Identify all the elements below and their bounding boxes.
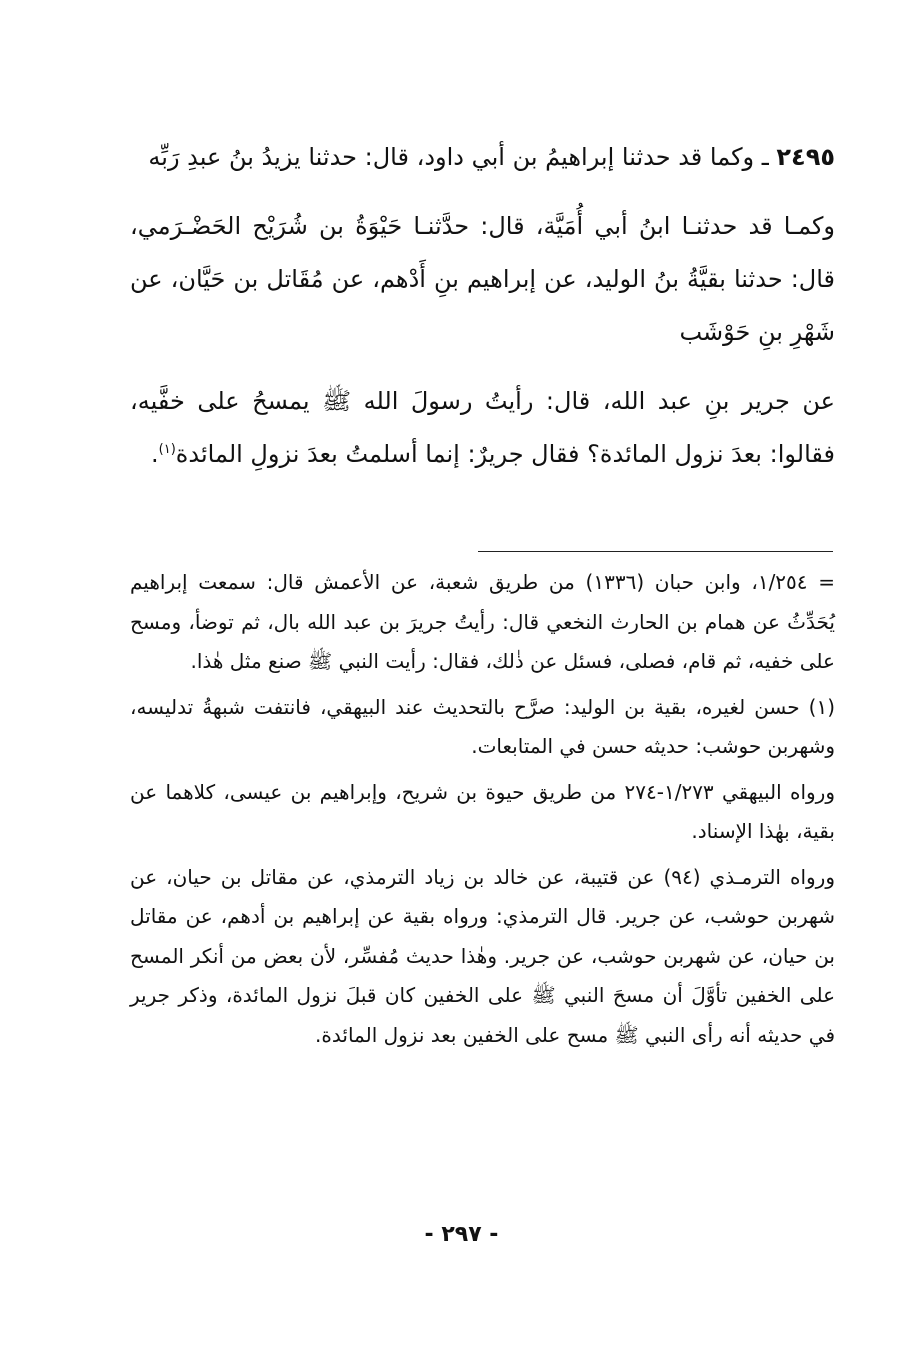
- footnote-1: (١) حسن لغيره، بقية بن الوليد: صرَّح بالتحديث عند البيهقي، فانتفت شبهةُ تدليسه، وشهربن حوشب: حديثه حسن في المتابعات.: [130, 694, 835, 758]
- footnote-baihaqi: ورواه البيهقي ١/٢٧٣-٢٧٤ من طريق حيوة بن شريح، وإبراهيم بن عيسى، كلاهما عن بقية، بهٰذا الإسناد.: [130, 779, 835, 843]
- page-number: - ٢٩٧ -: [424, 1222, 499, 1247]
- paragraph-text: ـ وكما قد حدثنا إبراهيمُ بن أبي داود، قال: حدثنا يزيدُ بنُ عبدِ رَبِّه: [148, 143, 777, 171]
- paragraph-chain: وكمـا قد حدثنـا ابنُ أبي أُمَيَّة، قال: حدَّثنـا حَيْوَةُ بن شُرَيْح الحَضْـرَمي، قال: حدثنا بقيَّةُ بنُ الوليد، عن إبراهيم بنِ أَدْهم، عن مُقَاتل بن حَيَّان، عن شَهْرِ بنِ حَوْشَب: [130, 212, 835, 346]
- paragraph-hadith-2495: [130, 131, 835, 184]
- footnote-continuation: = ١/٢٥٤، وابن حبان (١٣٣٦) من طريق شعبة، عن الأعمش قال: سمعت إبراهيم يُحَدِّثُ عن همام بن الحارث النخعي قال: رأيتُ جريرَ بن عبد الله بال، ثم توضأ، ومسح على خفيه، ثم قام، فصلى، فسئل عن ذٰلك، فقال: رأيت النبي ﷺ صنع مثل هٰذا.: [130, 570, 835, 673]
- hadith-number: ٢٤٩٥: [776, 143, 835, 171]
- footnote-tirmidhi: ورواه الترمـذي (٩٤) عن قتيبة، عن خالد بن زياد الترمذي، عن مقاتل بن حيان، عن شهربن حوشب، عن جرير. قال الترمذي: ورواه بقية عن إبراهيم بن أدهم، عن مقاتل بن حيان، عن شهربن حوشب، عن جرير. وهٰذا حديث مُفسِّر، لأن بعض من أنكر المسح على الخفين تأوَّلَ أن مسحَ النبي ﷺ على الخفين كان قبلَ نزول المائدة، وذكر جرير في حديثه أنه رأى النبي ﷺ مسح على الخفين بعد نزول المائدة.: [130, 864, 835, 1047]
- paragraph-matn: [130, 375, 835, 481]
- paragraph-text: عن جرير بنِ عبد الله، قال: رأيتُ رسولَ الله ﷺ يمسحُ على خفَّيه، فقالوا: بعدَ نزول المائدة؟ فقال جريرٌ: إنما أسلمتُ بعدَ نزولِ المائدة: [130, 387, 835, 468]
- footnotes: [130, 563, 835, 1055]
- main-text: [130, 131, 835, 481]
- paragraph-end: .: [151, 440, 159, 468]
- footnote-separator: [478, 551, 833, 552]
- footnote-marker: (١): [158, 442, 176, 457]
